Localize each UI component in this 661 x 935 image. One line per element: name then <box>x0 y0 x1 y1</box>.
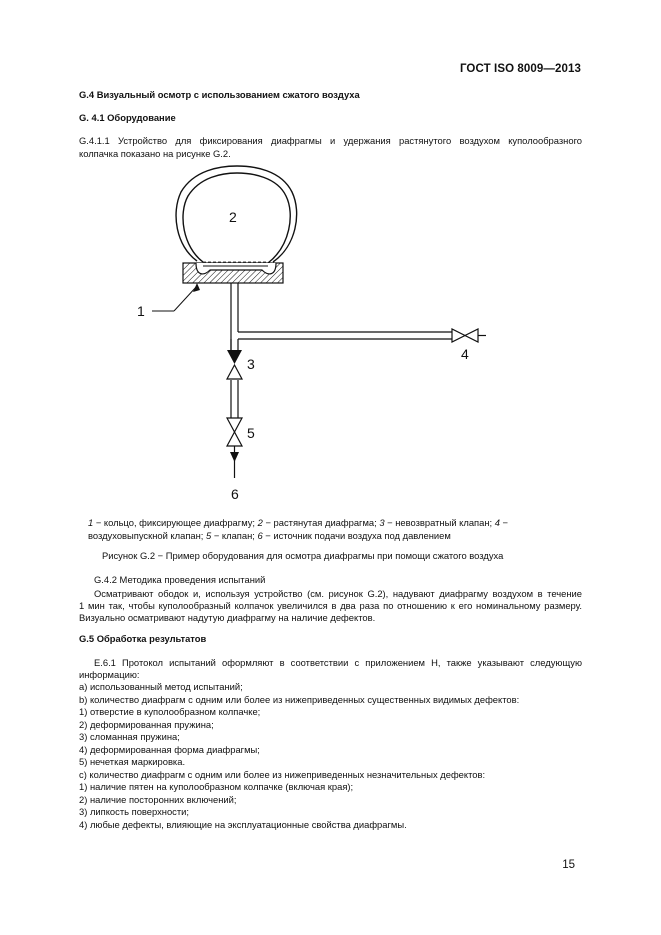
results-list <box>79 681 519 831</box>
air-supply-arrow <box>230 452 239 462</box>
list-item: 1) наличие пятен на куполообразном колпачке (включая края); <box>79 781 354 792</box>
g42-paragraph-line-2: 1 мин так, чтобы куполообразный колпачок увеличился в два раза по отношению к его номинальному размеру. <box>79 600 582 611</box>
list-item: 5) нечеткая маркировка. <box>79 756 186 767</box>
section-g42-title: G.4.2 Методика проведения испытаний <box>94 574 266 585</box>
list-item: 4) любые дефекты, влияющие на эксплуатационные свойства диафрагмы. <box>79 818 407 830</box>
list-item: 2) деформированная пружина; <box>79 718 214 730</box>
list-item: c) количество диафрагм с одним или более из нижеприведенных незначительных дефектов: <box>79 768 486 780</box>
page-number: 15 <box>562 859 575 871</box>
label-3: 3 <box>247 356 255 372</box>
list-item: а) использованный метод испытаний; <box>79 681 243 692</box>
check-valve <box>227 350 242 379</box>
g411-paragraph-line-1: G.4.1.1 Устройство для фиксирования диафрагмы и удержания растянутого воздухом куполообразного <box>79 135 582 146</box>
section-g5-title: G.5 Обработка результатов <box>79 633 207 644</box>
label-2: 2 <box>229 209 237 225</box>
standard-header: ГОСТ ISO 8009—2013 <box>459 63 581 75</box>
g42-paragraph-line-3: Визуально осматривают надутую диафрагму на наличие дефектов. <box>79 612 376 623</box>
list-item: 2) наличие посторонних включений; <box>79 793 237 805</box>
shutoff-valve <box>227 418 242 446</box>
list-item: 1) отверстие в куполообразном колпачке; <box>79 706 261 717</box>
air-release-valve <box>452 329 486 342</box>
list-item: 3) липкость поверхности; <box>79 806 190 817</box>
g5-paragraph-line-2: информацию: <box>79 669 140 680</box>
list-item: 4) деформированная форма диафрагмы; <box>79 743 260 755</box>
g411-paragraph-line-2: колпачка показано на рисунке G.2. <box>79 148 231 159</box>
retaining-ring <box>183 263 283 283</box>
section-g4-title: G.4 Визуальный осмотр с использованием сжатого воздуха <box>79 89 360 100</box>
g42-paragraph-line-1: Осматривают ободок и, используя устройство (см. рисунок G.2), надувают диафрагму воздухом в течение <box>94 588 582 599</box>
air-pipe <box>231 283 452 478</box>
section-g41-title: G. 4.1 Оборудование <box>79 112 176 123</box>
g5-paragraph-line-1: E.6.1 Протокол испытаний оформляют в соответствии с приложением H, также указывают следующую <box>94 657 582 668</box>
label-5: 5 <box>247 425 255 441</box>
figure-legend-line-2: воздуховыпускной клапан; 5 − клапан; 6 − источник подачи воздуха под давлением <box>88 530 451 541</box>
list-item: 3) сломанная пружина; <box>79 731 180 742</box>
list-item: b) количество диафрагм с одним или более из нижеприведенных существенных видимых дефектов: <box>79 693 520 705</box>
figure-legend-line-1: 1 − кольцо, фиксирующее диафрагму; 2 − растянутая диафрагма; 3 − невозвратный клапан; 4 − <box>88 517 509 528</box>
label-1: 1 <box>137 303 145 319</box>
figure-caption: Рисунок G.2 − Пример оборудования для осмотра диафрагмы при помощи сжатого воздуха <box>102 550 504 561</box>
leader-line-1 <box>152 283 200 311</box>
label-4: 4 <box>461 346 469 362</box>
label-6: 6 <box>231 486 239 502</box>
